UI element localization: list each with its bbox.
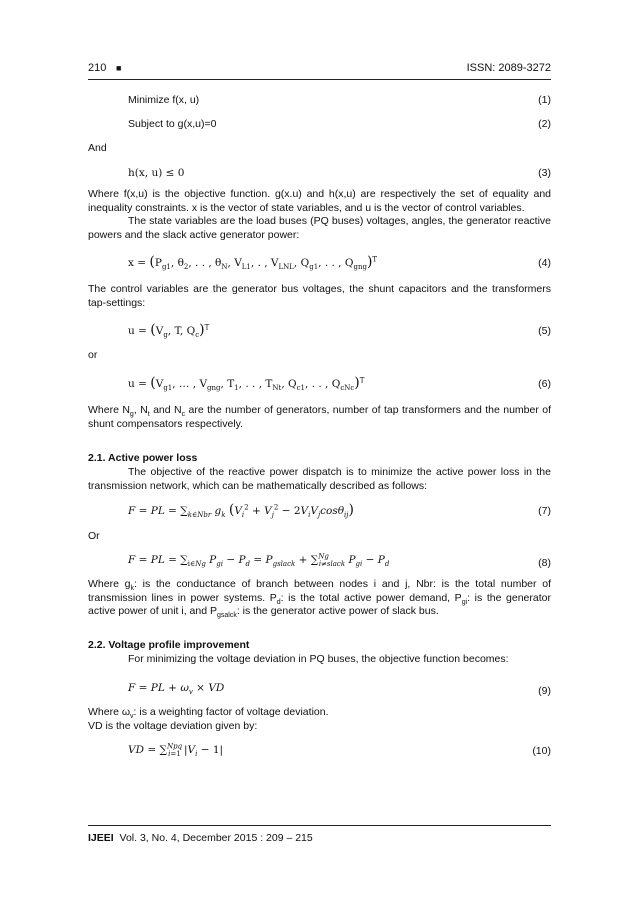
equation-3: h(x, u) ≤ 0 xyxy=(128,167,185,179)
equation-8-number: (8) xyxy=(538,557,551,569)
equation-5: $u = (V_g$, T, $Q_c)^T$ xyxy=(128,322,210,340)
equation-10-number: (10) xyxy=(532,745,551,757)
paragraph-active-power-loss: The objective of the reactive power dispatch is to minimize the active power loss in the transmission network, which can be mathematically described as follows: xyxy=(88,466,551,492)
section-heading-2-1: 2.1. Active power loss xyxy=(88,452,198,464)
section-heading-2-2: 2.2. Voltage profile improvement xyxy=(88,639,250,651)
equation-7: F = PL = $\sum_{k\in Nbr}$ $g_k$ $(V_i^2 + V_j^2 - 2V_iV_j\cos\theta_{ij})$ xyxy=(128,502,354,520)
equation-2: Subject to g(x,u)=0 xyxy=(128,118,217,130)
and-label: And xyxy=(88,142,107,154)
header-square-icon: ■ xyxy=(116,63,122,73)
equation-1: Minimize f(x, u) xyxy=(128,94,200,106)
paragraph-counts: Where $N_g$, $N_t$ and $N_c$ are the number of generators, number of tap transformers and the number of shunt compensators respectively. xyxy=(88,404,551,430)
equation-7-number: (7) xyxy=(538,505,551,517)
or-label: or xyxy=(88,349,98,361)
equation-2-number: (2) xyxy=(538,118,551,130)
paragraph-voltage-profile: For minimizing the voltage deviation in PQ buses, the objective function becomes: xyxy=(128,653,509,665)
page-number: 210 xyxy=(88,62,107,74)
footer-citation xyxy=(88,832,313,844)
paragraph-weighting-factor: Where $\omega_v$: is a weighting factor of voltage deviation. VD is the voltage deviation given by: xyxy=(88,706,329,732)
equation-9-number: (9) xyxy=(538,685,551,697)
equation-8: F = PL = $\sum_{i\in Ng}$ $P_{gi} - P_d = P_{gslack} + \sum^{Ng}_{i\ne slack}$ $P_{gi} - P_d$ xyxy=(128,552,390,569)
issn-label: ISSN: 2089-3272 xyxy=(466,62,551,74)
header-rule xyxy=(88,79,551,80)
paragraph-loss-definitions: Where $g_k$: is the conductance of branch between nodes i and j, Nbr: is the total number of transmission lines in power systems. $P_d$: is the total active power demand, $P_{gi}$: is the generator active power of unit i, and $P_{gsalck}$: is the generator active power of slack bus. xyxy=(88,578,551,620)
equation-9: F = PL + $\omega_v$ × VD xyxy=(128,682,225,697)
equation-5-number: (5) xyxy=(538,325,551,337)
equation-1-number: (1) xyxy=(538,94,551,106)
paragraph-objective-definition: Where f(x,u) is the objective function. g(x.u) and h(x,u) are respectively the set of equality and inequality constraints. x is the vector of state variables, and u is the vector of control variables. xyxy=(88,188,551,214)
equation-6: $u = (V_{g1}$, … , $V_{gng}$, $T_1$, . . , $T_{Nt}$, $Q_{c1}$, . . , $Q_{cNc})^T$ xyxy=(128,375,365,393)
or-label-2: Or xyxy=(88,530,100,542)
paragraph-state-variables: The state variables are the load buses (PQ buses) voltages, angles, the generator reactive powers and the slack active generator power: xyxy=(88,215,551,241)
footer-volume: Vol. 3, No. 4, December 2015 : 209 – 215 xyxy=(119,832,313,844)
footer-journal: IJEEI xyxy=(88,832,114,844)
footer-rule xyxy=(88,825,551,826)
equation-4: $x = (P_{g1}$, $\theta_2$, . . , $\theta_N$, $V_{L1}$, . , $V_{LNL}$, $Q_{g1}$, . . , $Q_{gng})^T$ xyxy=(128,254,378,272)
paragraph-control-variables: The control variables are the generator bus voltages, the shunt capacitors and the transformers tap-settings: xyxy=(88,283,551,309)
equation-3-number: (3) xyxy=(538,167,551,179)
equation-4-number: (4) xyxy=(538,257,551,269)
equation-10: VD = ∑$^{Npq}_{i=1}$ $|V_i - 1|$ xyxy=(128,742,224,759)
equation-6-number: (6) xyxy=(538,378,551,390)
